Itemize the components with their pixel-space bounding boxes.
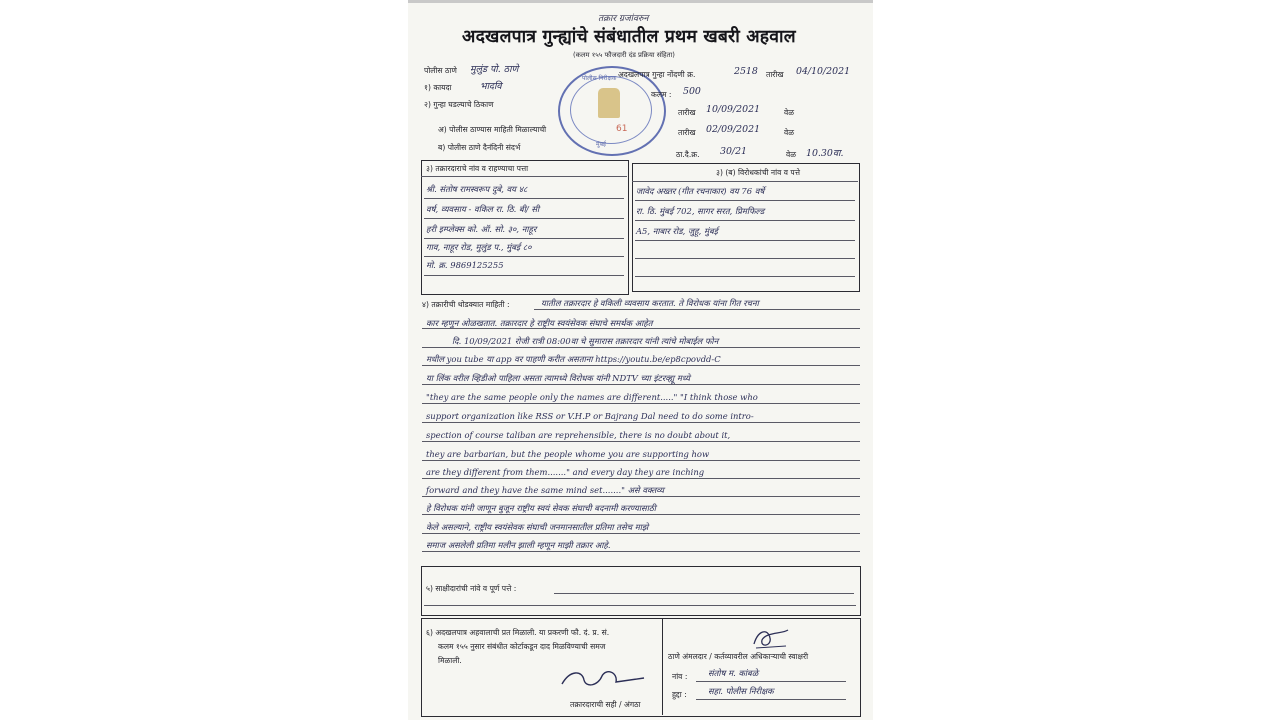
complainant-line: श्री. संतोष रामस्वरूप दुबे, वय ४८ xyxy=(426,184,528,194)
reg-label: अदखलपात्र गुन्हा नोंदणी क्र. xyxy=(618,70,696,79)
complainant-line: हरी इम्प्लेक्स को. ऑ. सो. ३०, नाहूर xyxy=(426,224,537,234)
header-note: तक्रार ग्रजांवरुन xyxy=(598,14,649,24)
opponent-label: ३) (ब) विरोधकांची नांव व पत्ते xyxy=(716,168,800,177)
reg-value: 2518 xyxy=(734,66,758,77)
officer-name-label: नांव : xyxy=(672,672,688,681)
diary-no-label: ठा.दै.क्र. xyxy=(676,150,700,159)
diary-label: ब) पोलीस ठाणे दैनंदिनी संदर्भ xyxy=(438,143,521,152)
date-value: 04/10/2021 xyxy=(796,66,851,77)
ack-line: मिळाली. xyxy=(438,656,462,665)
officer-label: ठाणे अंमलदार / कर्तव्यावरील अधिकाऱ्याची स्वाक्षरी xyxy=(668,652,809,661)
section-value: 500 xyxy=(683,86,701,97)
brief-line: forward and they have the same mind set......." असे वक्तव्य xyxy=(426,485,664,495)
ack-line: ६) अदखलपात्र अहवालाची प्रत मिळाली. या प्रकरणी फौ. दं. प्र. सं. xyxy=(426,628,610,637)
diary-time-label: वेळ xyxy=(786,150,796,159)
section-label: कलम : xyxy=(651,90,672,99)
seal-text-bottom: मुंबई xyxy=(596,141,606,148)
brief-line: spection of course taliban are reprehensible, there is no doubt about it, xyxy=(426,430,731,440)
info-date-label: तारीख xyxy=(678,128,696,137)
top-edge xyxy=(408,0,873,3)
police-station-value: मुलुंड पो. ठाणे xyxy=(470,64,519,75)
offence-date-label: तारीख xyxy=(678,108,696,117)
time-label: वेळ xyxy=(784,108,794,117)
complainant-label: ३) तक्रारदाराचे नांव व राहण्याचा पत्ता xyxy=(426,164,529,173)
complainant-sign-label: तक्रारदाराची सही / अंगठा xyxy=(570,700,641,709)
complainant-line: मो. क्र. 9869125255 xyxy=(426,260,504,270)
brief-line: या लिंक वरील व्हिडीओ पाहिला असता त्यामध्ये विरोधक यांनी NDTV च्या इंटरव्ह्यू मध्ये xyxy=(426,373,690,383)
emblem-icon xyxy=(598,88,620,118)
brief-line: मधील you tube या app वर पाहणी करीत असताना https://youtu.be/ep8cpovdd-C xyxy=(426,354,721,364)
brief-label: ४) तक्रारीची थोडक्यात माहिती : xyxy=(422,300,510,309)
officer-rank-value: सहा. पोलीस निरीक्षक xyxy=(708,686,774,696)
brief-line: यातील तक्रारदार हे वकिली व्यवसाय करतात. ते विरोधक यांना गित रचना xyxy=(541,298,759,308)
brief-line: they are barbarian, but the people whome you are supporting how xyxy=(426,449,710,459)
law-label: १) कायदा xyxy=(424,83,452,92)
seal-text-top: पोलीस निरीक्षक xyxy=(582,75,617,82)
diary-time-value: 10.30वा. xyxy=(806,148,844,159)
opponent-line: A5, नाबार रोड, जुहू, मुंबई xyxy=(636,226,718,236)
complainant-line: गाव, नाहूर रोड, मुलुंड प., मुंबई ८० xyxy=(426,242,532,252)
police-station-label: पोलीस ठाणे xyxy=(424,66,457,75)
seal-number: 61 xyxy=(616,124,628,134)
opponent-line: रा. ठि. मुंबई 702, सागर सरत, प्रिमफिल्ड xyxy=(636,206,765,216)
document-subtitle: (कलम १५५ फौजदारी दंड प्रक्रिया संहिता) xyxy=(573,51,675,59)
opponent-line: जावेद अख्तर (गीत रचनाकार) वय 76 वर्षे xyxy=(636,186,765,196)
place-label: २) गुन्हा घडल्याचे ठिकाण xyxy=(424,100,494,109)
complainant-line: वर्ष, व्यवसाय - वकिल रा. ठि. बी/ सी xyxy=(426,204,540,214)
brief-line: केले असल्याने, राष्ट्रीय स्वयंसेवक संघाची जनमानसातील प्रतिमा तसेच माझे xyxy=(426,522,649,532)
officer-rank-label: हुद्दा : xyxy=(672,690,687,699)
fir-document xyxy=(408,0,873,720)
brief-line: "they are the same people only the names are different....." "I think those who xyxy=(426,392,758,402)
info-time-label: वेळ xyxy=(784,128,794,137)
law-value: भादवि xyxy=(480,81,502,92)
brief-line: दि. 10/09/2021 रोजी रात्री 08:00वा चे सुमारास तक्रारदार यांनी त्यांचे मोबाईल फोन xyxy=(452,336,719,346)
info-date-value: 02/09/2021 xyxy=(706,124,761,135)
date-label: तारीख xyxy=(766,70,784,79)
offence-date-value: 10/09/2021 xyxy=(706,104,761,115)
brief-line: कार म्हणुन ओळखतात. तक्रारदार हे राष्ट्रीय स्वयंसेवक संघाचे समर्थक आहेत xyxy=(426,318,653,328)
officer-name-value: संतोष म. कांबळे xyxy=(708,668,759,678)
info-label: अ) पोलीस ठाण्यास माहिती मिळाल्याची xyxy=(438,125,547,134)
witness-label: ५) साक्षीदारांची नांवे व पूर्ण पत्ते : xyxy=(426,584,517,593)
brief-line: support organization like RSS or V.H.P or Bajrang Dal need to do some intro- xyxy=(426,411,754,421)
complainant-signature xyxy=(558,664,648,694)
diary-no-value: 30/21 xyxy=(720,146,748,157)
document-title: अदखलपात्र गुन्ह्यांचे संबंधातील प्रथम खबरी अहवाल xyxy=(462,27,796,47)
brief-line: हे विरोधक यांनी जाणून बुजून राष्ट्रीय स्वयं सेवक संघाची बदनामी करण्यासाठी xyxy=(426,503,656,513)
officer-signature xyxy=(748,626,794,652)
brief-line: समाज असलेली प्रतिमा मलीन झाली म्हणून माझी तक्रार आहे. xyxy=(426,540,611,550)
ack-line: कलम १५५ नुसार संबंधीत कोर्टाकडून दाद मिळविण्याची समज xyxy=(438,642,606,651)
brief-line: are they different from them......." and every day they are inching xyxy=(426,467,705,477)
